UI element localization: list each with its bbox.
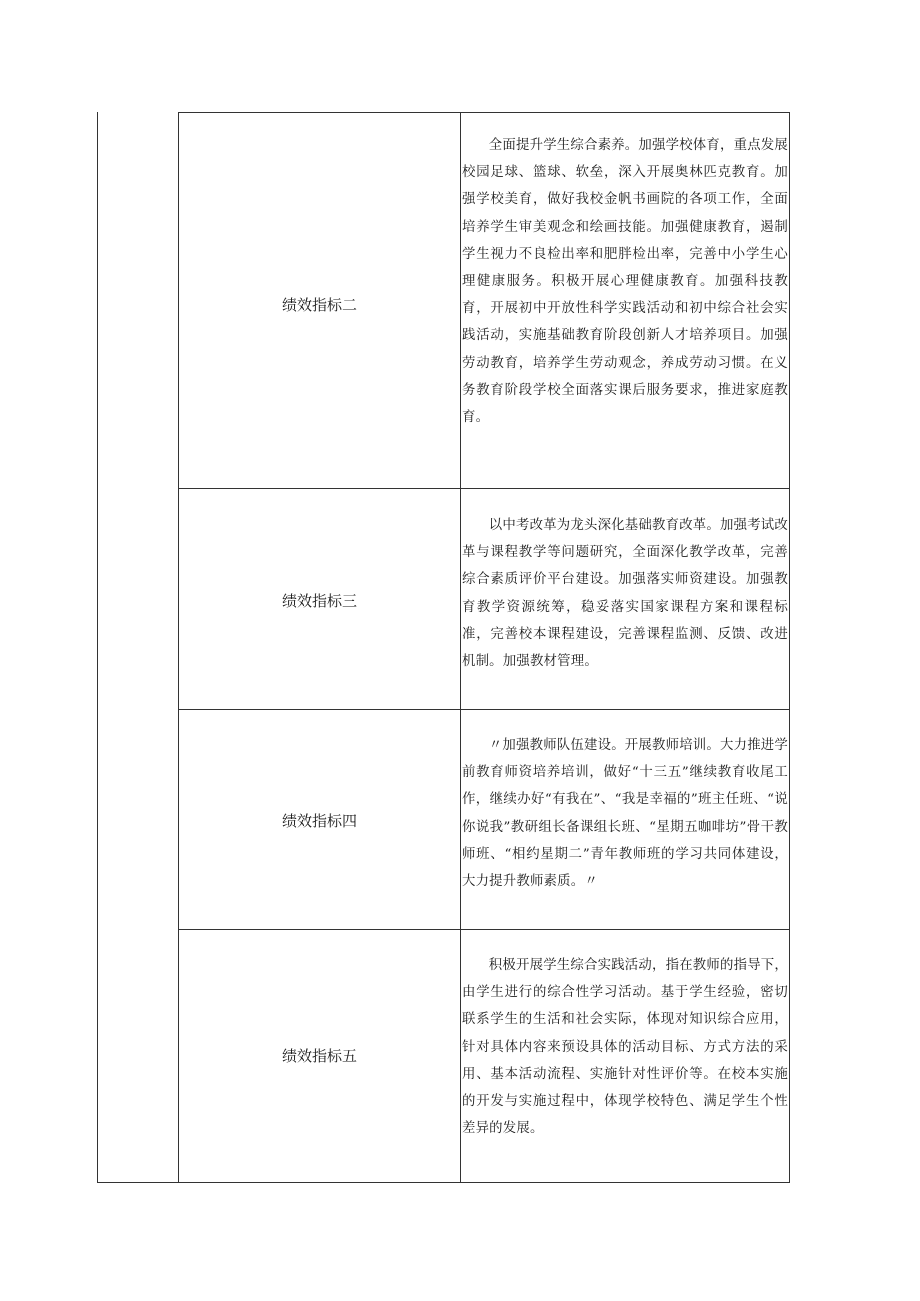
table-border-col2: [460, 112, 461, 1183]
indicator-text: 全面提升学生综合素养。加强学校体育，重点发展校园足球、篮球、软垒，深入开展奥林匹克教育。加强学校美育，做好我校金帆书画院的各项工作，全面培养学生审美观念和绘画技能。加强健康教育，遏制学生视力不良检出率和肥胖检出率，完善中小学生心理健康服务。积极开展心理健康教育。加强科技教育，开展初中开放性科学实践活动和初中综合社会实践活动，实施基础教育阶段创新人才培养项目。加强劳动教育，培养学生劳动观念，养成劳动习惯。在义务教育阶段学校全面落实课后服务要求，推进家庭教育。: [462, 138, 788, 426]
indicator-description: [462, 952, 788, 1142]
indicator-label: 绩效指标三: [281, 592, 357, 610]
indicator-label: 绩效指标五: [281, 1047, 357, 1065]
indicator-text: 〃加强教师队伍建设。开展教师培训。大力推进学前教育师资培养培训，做好“十三五”继续教育收尾工作，继续办好“有我在”、“我是幸福的”班主任班、“说你说我”教研组长备课组长班、“星期五咖啡坊”骨干教师班、“相约星期二”青年教师班的学习共同体建设，大力提升教师素质。〃: [462, 738, 788, 890]
indicator-description: [462, 512, 788, 675]
row-divider-top: [178, 112, 790, 113]
indicator-text: 以中考改革为龙头深化基础教育改革。加强考试改革与课程教学等问题研究，全面深化教学改革，完善综合素质评价平台建设。加强落实师资建设。加强教育教学资源统筹，稳妥落实国家课程方案和课程标准，完善校本课程建设，完善课程监测、反馈、改进机制。加强教材管理。: [462, 518, 788, 670]
row-divider: [178, 488, 790, 489]
row-divider: [178, 709, 790, 710]
indicator-label: 绩效指标二: [281, 296, 357, 314]
indicator-description: [462, 732, 788, 895]
row-divider: [178, 929, 790, 930]
table-border-col1: [178, 112, 179, 1183]
indicator-label: 绩效指标四: [281, 812, 357, 830]
indicator-text: 积极开展学生综合实践活动，指在教师的指导下，由学生进行的综合性学习活动。基于学生经验，密切联系学生的生活和社会实际，体现对知识综合应用，针对具体内容来预设具体的活动目标、方式方法的采用、基本活动流程、实施针对性评价等。在校本实施的开发与实施过程中，体现学校特色、满足学生个性差异的发展。: [462, 958, 788, 1137]
indicator-description: [462, 132, 788, 431]
table-border-right: [789, 112, 790, 1183]
table-border-bottom: [97, 1182, 790, 1183]
table-border-left: [97, 112, 98, 1183]
